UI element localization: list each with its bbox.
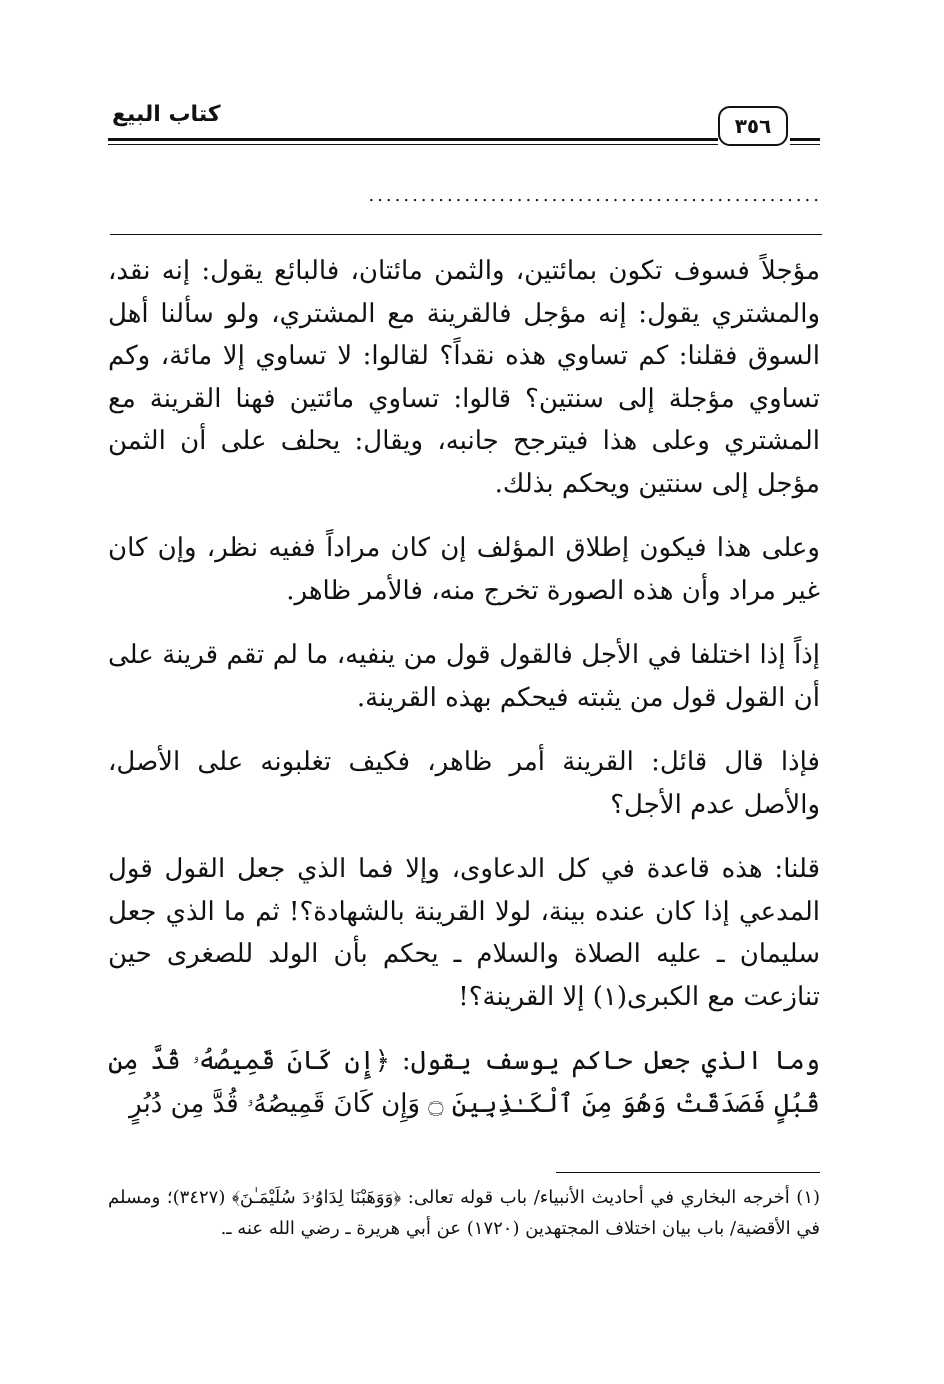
running-title: كتاب البيع	[112, 102, 221, 127]
paragraph: إذاً إذا اختلفا في الأجل فالقول قول من ينفيه، ما لم تقم قرينة على أن القول قول من يثبته فيحكم بهذه القرينة.	[108, 640, 820, 713]
paragraph: قلنا: هذه قاعدة في كل الدعاوى، وإلا فما الذي جعل القول قول المدعي إذا كان عنده بينة، لولا القرينة بالشهادة؟! ثم ما الذي جعل سليمان ـ عليه الصلاة والسلام ـ يحكم بأن الولد للصغرى حين تنازعت مع الكبرى(١) إلا القرينة؟!	[108, 854, 820, 1012]
page-header	[108, 100, 820, 158]
footnote-separator	[556, 1172, 820, 1173]
page-number-box: ٣٥٦	[718, 106, 788, 146]
paragraph: وما الذي جعل حاكم يوسف يقول: ﴿إِن كَانَ قَمِيصُهُۥ قُدَّ مِن قُبُلٍ فَصَدَقَتْ وَهُوَ مِنَ ٱلْكَـٰذِبِينَ ۝ وَإِن كَانَ قَمِيصُهُۥ قُدَّ مِن دُبُرٍ	[108, 1046, 820, 1119]
main-text	[108, 250, 820, 1147]
dotted-separator: ....................................................	[368, 185, 822, 206]
paragraph: مؤجلاً فسوف تكون بمائتين، والثمن مائتان، فالبائع يقول: إنه نقد، والمشتري يقول: إنه مؤجل فالقرينة مع المشتري، ولو سألنا أهل السوق فقلنا: كم تساوي هذه نقداً؟ لقالوا: لا تساوي إلا مائة، وكم تساوي مؤجلة إلى سنتين؟ قالوا: تساوي مائتين فهنا القرينة مع المشتري وعلى هذا فيترجح جانبه، ويقال: يحلف على أن الثمن مؤجل إلى سنتين ويحكم بذلك.	[108, 256, 820, 499]
paragraph: فإذا قال قائل: القرينة أمر ظاهر، فكيف تغلبونه على الأصل، والأصل عدم الأجل؟	[108, 747, 820, 820]
footnote	[108, 1182, 820, 1244]
header-rule-thick	[108, 138, 718, 141]
paragraph: وعلى هذا فيكون إطلاق المؤلف إن كان مراداً ففيه نظر، وإن كان غير مراد وأن هذه الصورة تخرج منه، فالأمر ظاهر.	[108, 533, 820, 606]
header-rule-thin	[108, 144, 718, 145]
separator-line	[110, 234, 822, 235]
footnote-text: (١) أخرجه البخاري في أحاديث الأنبياء/ باب قوله تعالى: ﴿وَوَهَبْنَا لِدَاوُۥدَ سُلَيْمَـٰنَ﴾ (٣٤٢٧)؛ ومسلم في الأقضية/ باب بيان اختلاف المجتهدين (١٧٢٠) عن أبي هريرة ـ رضي الله عنه ـ.	[108, 1187, 821, 1239]
